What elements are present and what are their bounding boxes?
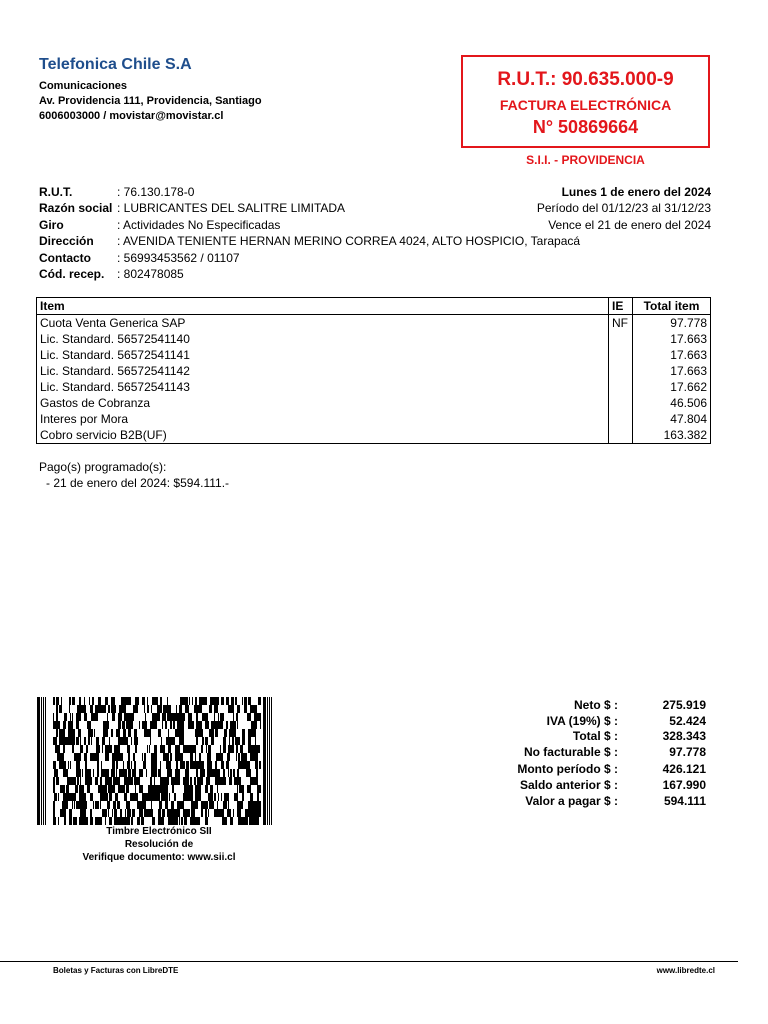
table-row [37, 363, 711, 379]
row-total: 97.778 [633, 315, 711, 332]
total-value-no-facturable: 97.778 [669, 745, 706, 759]
billing-period: Período del 01/12/23 al 31/12/23 [536, 201, 711, 215]
receiver-contact-value: : 56993453562 / 01107 [117, 251, 240, 265]
row-item: Lic. Standard. 56572541140 [37, 331, 609, 347]
row-item: Lic. Standard. 56572541143 [37, 379, 609, 395]
row-total: 163.382 [633, 427, 711, 444]
stamp-title: Timbre Electrónico SII [106, 826, 212, 837]
issuer-name: Telefonica Chile S.A [39, 56, 192, 73]
total-label-saldo-anterior: Saldo anterior $ : [519, 778, 618, 792]
total-value-monto-periodo: 426.121 [662, 762, 706, 776]
payments-title: Pago(s) programado(s): [39, 460, 167, 474]
row-ie [609, 347, 633, 363]
row-total: 47.804 [633, 411, 711, 427]
row-item: Cobro servicio B2B(UF) [37, 427, 609, 444]
footer-left-text: Boletas y Facturas con LibreDTE [53, 966, 179, 975]
row-ie: NF [609, 315, 633, 332]
row-item: Lic. Standard. 56572541142 [37, 363, 609, 379]
items-table [36, 297, 711, 444]
receiver-giro-label: Giro [39, 218, 64, 232]
issuer-address: Av. Providencia 111, Providencia, Santiago [39, 95, 262, 107]
row-total: 17.662 [633, 379, 711, 395]
document-date: Lunes 1 de enero del 2024 [561, 185, 711, 199]
row-item: Interes por Mora [37, 411, 609, 427]
document-rut: R.U.T.: 90.635.000-9 [497, 69, 674, 90]
row-ie [609, 331, 633, 347]
table-row [37, 331, 711, 347]
items-table-header [37, 298, 711, 315]
receiver-address-label: Dirección [39, 234, 94, 248]
header-item: Item [37, 298, 609, 315]
total-value-valor-pagar: 594.111 [663, 794, 706, 808]
receiver-rut-label: R.U.T. [39, 185, 73, 199]
row-ie [609, 363, 633, 379]
sii-office: S.I.I. - PROVIDENCIA [526, 153, 645, 167]
footer-divider [0, 961, 738, 962]
row-total: 46.506 [633, 395, 711, 411]
row-ie [609, 411, 633, 427]
stamp-resolution: Resolución de [124, 839, 194, 850]
receiver-code-value: : 802478085 [117, 267, 184, 281]
row-item: Lic. Standard. 56572541141 [37, 347, 609, 363]
receiver-address-value: : AVENIDA TENIENTE HERNAN MERINO CORREA 4024, ALTO HOSPICIO, Tarapacá [117, 234, 581, 248]
receiver-rut-value: : 76.130.178-0 [117, 185, 195, 199]
due-date: Vence el 21 de enero del 2024 [548, 218, 711, 232]
header-ie: IE [609, 298, 633, 315]
table-row [37, 379, 711, 395]
row-item: Gastos de Cobranza [37, 395, 609, 411]
row-total: 17.663 [633, 331, 711, 347]
row-total: 17.663 [633, 347, 711, 363]
row-item: Cuota Venta Generica SAP [37, 315, 609, 332]
total-value-neto: 275.919 [662, 698, 706, 712]
table-row [37, 395, 711, 411]
total-value-saldo-anterior: 167.990 [662, 778, 706, 792]
receiver-giro-value: : Actividades No Especificadas [117, 218, 281, 232]
document-number: N° 50869664 [532, 117, 639, 137]
receiver-name-value: : LUBRICANTES DEL SALITRE LIMITADA [117, 201, 346, 215]
total-label-total: Total $ : [572, 729, 618, 743]
receiver-contact-label: Contacto [39, 251, 91, 265]
total-label-iva: IVA (19%) $ : [546, 714, 618, 728]
table-row [37, 347, 711, 363]
total-label-valor-pagar: Valor a pagar $ : [525, 794, 618, 808]
issuer-activity: Comunicaciones [39, 80, 128, 92]
total-label-no-facturable: No facturable $ : [523, 745, 618, 759]
total-label-monto-periodo: Monto período $ : [517, 762, 618, 776]
document-type: FACTURA ELECTRÓNICA [499, 97, 672, 113]
issuer-contact: 6006003000 / movistar@movistar.cl [39, 110, 224, 122]
total-value-iva: 52.424 [669, 714, 706, 728]
total-value-total: 328.343 [662, 729, 706, 743]
receiver-name-label: Razón social [39, 201, 113, 215]
table-row [37, 411, 711, 427]
table-row [37, 315, 711, 332]
header-total: Total item [633, 298, 711, 315]
total-label-neto: Neto $ : [573, 698, 618, 712]
document-rut-box [461, 55, 710, 148]
footer-right-link[interactable]: www.libredte.cl [656, 966, 715, 975]
row-ie [609, 427, 633, 444]
table-row [37, 427, 711, 444]
row-ie [609, 395, 633, 411]
receiver-code-label: Cód. recep. [39, 267, 105, 281]
row-total: 17.663 [633, 363, 711, 379]
payment-item: - 21 de enero del 2024: $594.111.- [46, 476, 230, 490]
row-ie [609, 379, 633, 395]
stamp-verify: Verifique documento: www.sii.cl [82, 852, 236, 863]
pdf417-barcode [37, 697, 281, 825]
